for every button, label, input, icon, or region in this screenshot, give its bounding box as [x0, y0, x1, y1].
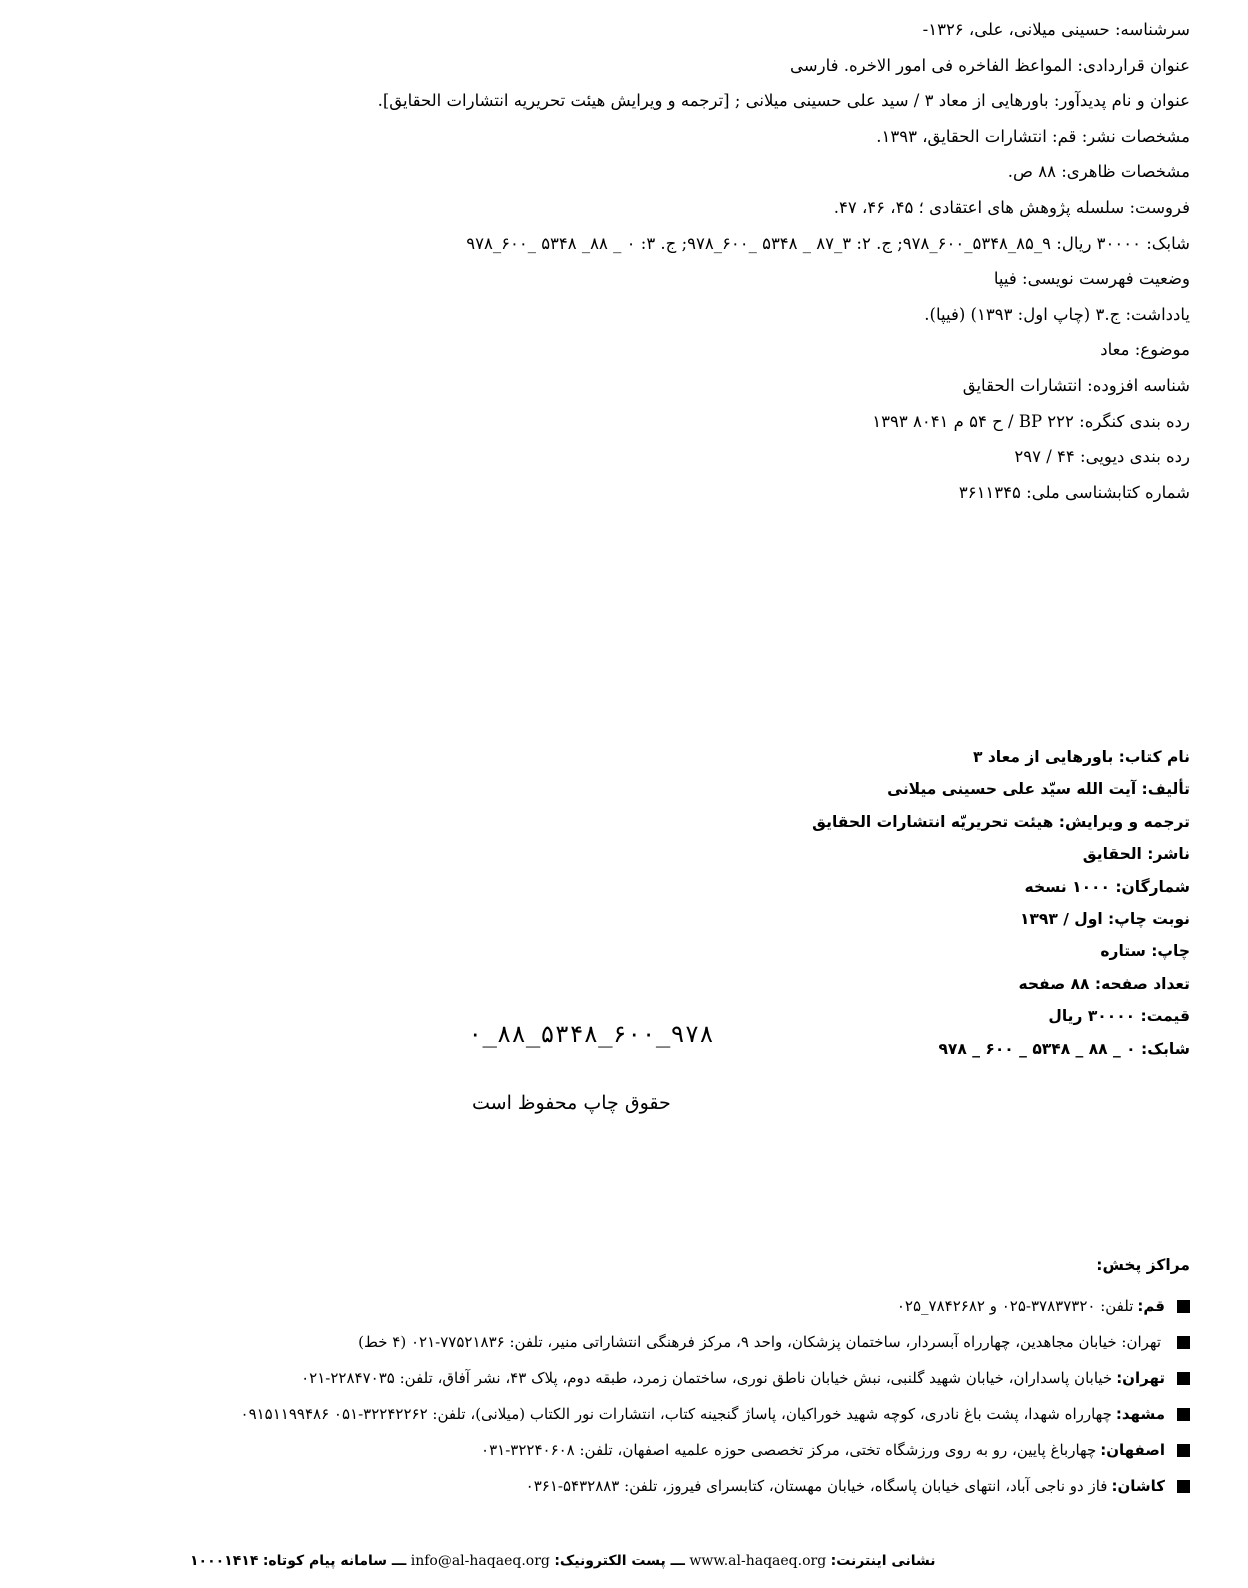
- square-bullet-icon: [1177, 1408, 1190, 1421]
- detail-line: تعداد صفحه: ۸۸ صفحه: [1018, 974, 1190, 993]
- catalog-line: شناسه افزوده: انتشارات الحقایق: [962, 375, 1190, 395]
- distribution-title: مراکز پخش:: [1096, 1256, 1190, 1274]
- detail-line: شابک: ۰ _ ۸۸ _ ۵۳۴۸ _ ۶۰۰ _ ۹۷۸: [938, 1039, 1190, 1058]
- cataloging-in-publication: [190, 12, 1190, 510]
- square-bullet-icon: [1177, 1372, 1190, 1385]
- catalog-line: وضعیت فهرست نویسی: فیپا: [993, 269, 1190, 289]
- catalog-line: فروست: سلسله پژوهش های اعتقادی ؛ ۴۵، ۴۶، ۴۷.: [833, 197, 1190, 217]
- city-name: اصفهان:: [1100, 1441, 1165, 1459]
- detail-line: قیمت: ۳۰۰۰۰ ریال: [1048, 1007, 1190, 1026]
- address-text: خیابان پاسداران، خیابان شهید گلنبی، نبش خیابان ناطق نوری، ساختمان زمرد، طبقه دوم، پلاک ۴۳، نشر آفاق، تلفن: ۲۲۸۴۷۰۳۵-۰۲۱: [301, 1369, 1113, 1387]
- detail-line: نام کتاب: باورهایی از معاد ۳: [972, 748, 1190, 766]
- sms-label: ـــ سامانه پیام کوتاه:: [262, 1553, 407, 1569]
- address-text: چهارباغ پایین، رو به روی ورزشگاه تختی، مرکز تخصصی حوزه علمیه اصفهان، تلفن: ۳۲۲۴۰۶۰۸-۰۳۱: [481, 1441, 1097, 1459]
- catalog-line: یادداشت: ج.۳ (چاپ اول: ۱۳۹۳) (فیپا).: [924, 304, 1190, 324]
- catalog-line: سرشناسه: حسینی میلانی، علی، ۱۳۲۶-: [922, 20, 1190, 39]
- list-item: [0, 1396, 1190, 1432]
- city-name: کاشان:: [1111, 1477, 1165, 1495]
- contact-footer: [190, 1553, 936, 1569]
- catalog-line: عنوان قراردادی: المواعظ الفاخره فی امور الاخره. فارسی: [790, 55, 1190, 75]
- catalog-line: شابک: ۳۰۰۰۰ ریال: ۹_۸۵_۵۳۴۸_۶۰۰_۹۷۸; ج. ۲: ۳_۸۷ _ ۵۳۴۸ _۶۰۰_۹۷۸; ج. ۳: ۰ _ ۸۸_ ۵۳۴۸ _۶۰۰_۹۷۸: [466, 233, 1190, 253]
- list-item: [0, 1288, 1190, 1324]
- address-text: تهران: خیابان مجاهدین، چهارراه آبسردار، ساختمان پزشکان، واحد ۹، مرکز فرهنگی انتشاراتی منیر، تلفن: ۷۷۵۲۱۸۳۶-۰۲۱ (۴ خط): [358, 1333, 1161, 1351]
- catalog-line: عنوان و نام پدیدآور: باورهایی از معاد ۳ / سید علی حسینی میلانی ; [ترجمه و ویرایش هیئت تحریریه انتشارات الحقایق].: [377, 91, 1190, 111]
- email-label: ـــ پست الکترونیک:: [554, 1553, 685, 1569]
- book-details: [690, 741, 1190, 1065]
- square-bullet-icon: [1177, 1444, 1190, 1457]
- list-item: [0, 1468, 1190, 1504]
- website-label: نشانی اینترنت:: [830, 1553, 936, 1569]
- list-item: [0, 1324, 1190, 1360]
- catalog-line: مشخصات نشر: قم: انتشارات الحقایق، ۱۳۹۳.: [876, 126, 1190, 146]
- detail-line: تألیف: آیت الله سیّد علی حسینی میلانی: [887, 780, 1190, 799]
- copyright-notice: حقوق چاپ محفوظ است: [472, 1092, 671, 1114]
- city-name: قم:: [1137, 1297, 1165, 1315]
- sms-number: ۱۰۰۰۱۴۱۴: [190, 1553, 259, 1569]
- isbn-large: ۹۷۸_۶۰۰_۵۳۴۸_۸۸_۰: [468, 1020, 714, 1048]
- list-item: [0, 1360, 1190, 1396]
- address-text: تلفن: ۳۷۸۳۷۳۲۰-۰۲۵ و ۷۸۴۲۶۸۲_۰۲۵: [896, 1297, 1134, 1315]
- list-item: [0, 1432, 1190, 1468]
- square-bullet-icon: [1177, 1300, 1190, 1313]
- city-name: تهران:: [1116, 1369, 1165, 1387]
- square-bullet-icon: [1177, 1480, 1190, 1493]
- catalog-line: موضوع: معاد: [1100, 340, 1190, 360]
- address-text: چهارراه شهدا، پشت باغ نادری، کوچه شهید خوراکیان، پاساژ گنجینه کتاب، انتشارات نور الکتاب (میلانی)، تلفن: ۳۲۲۴۲۲۶۲-۰۵۱ ۰۹۱۵۱۱۹۹۴۸۶: [240, 1405, 1112, 1423]
- city-name: مشهد:: [1115, 1405, 1165, 1423]
- detail-line: ترجمه و ویرایش: هیئت تحریریّه انتشارات الحقایق: [812, 812, 1190, 831]
- catalog-line: رده بندی دیویی: ۴۴ / ۲۹۷: [1014, 447, 1190, 467]
- square-bullet-icon: [1177, 1336, 1190, 1349]
- catalog-line: شماره کتابشناسی ملی: ۳۶۱۱۳۴۵: [958, 482, 1190, 502]
- detail-line: ناشر: الحقایق: [1082, 845, 1190, 864]
- detail-line: شمارگان: ۱۰۰۰ نسخه: [1024, 877, 1190, 896]
- email-link[interactable]: info@al-haqaeq.org: [410, 1553, 550, 1569]
- address-text: فاز دو ناجی آباد، انتهای خیابان پاسگاه، خیابان مهستان، کتابسرای فیروز، تلفن: ۵۴۳۲۸۸۳-۰۳۶۱: [525, 1477, 1108, 1495]
- catalog-line: رده بندی کنگره: BP ۲۲۲ / ح ۵۴ م ۸۰۴۱ ۱۳۹۳: [872, 411, 1190, 431]
- detail-line: نوبت چاپ: اول / ۱۳۹۳: [1019, 910, 1190, 929]
- detail-line: چاپ: ستاره: [1100, 942, 1190, 961]
- distribution-list: [0, 1288, 1190, 1504]
- website-link[interactable]: www.al-haqaeq.org: [689, 1553, 827, 1569]
- catalog-line: مشخصات ظاهری: ۸۸ ص.: [1007, 162, 1190, 182]
